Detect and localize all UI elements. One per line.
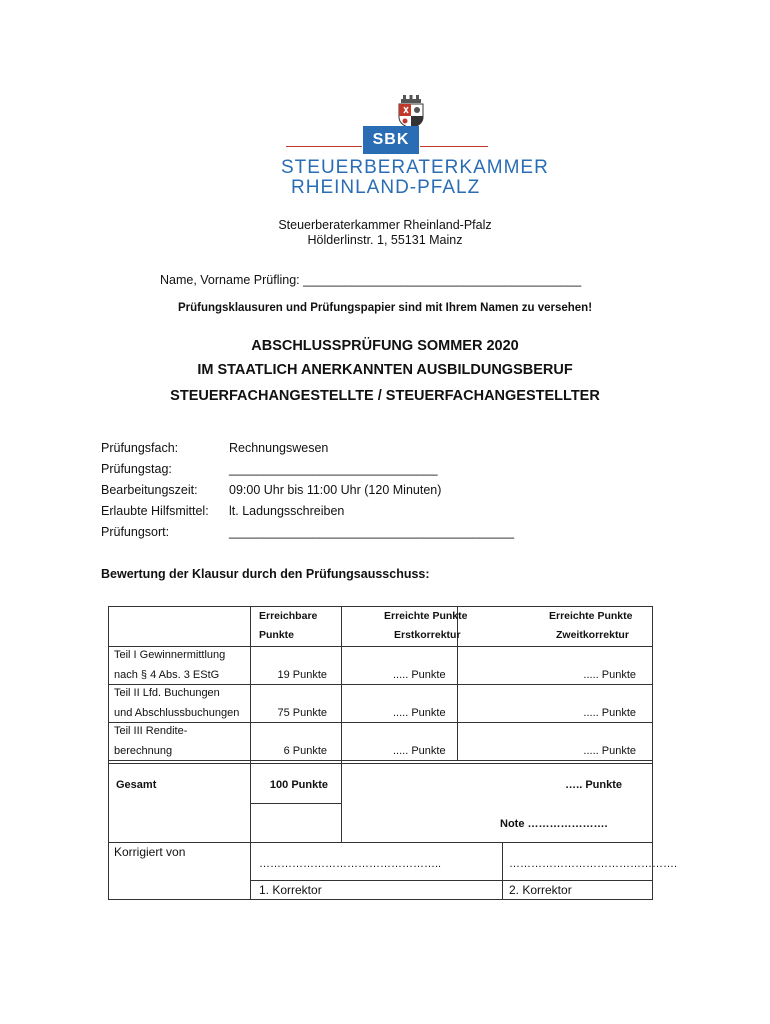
- logo-line-left: [286, 146, 362, 147]
- max-points-value: 6 Punkte: [283, 745, 327, 757]
- corrector2-label: 2. Korrektor: [509, 883, 572, 897]
- first-points-cell: [342, 647, 458, 685]
- corrector2-cell: [503, 881, 653, 900]
- second-points-cell: [458, 685, 653, 723]
- address-line2: Hölderlinstr. 1, 55131 Mainz: [307, 233, 463, 247]
- second-points-value: ..... Punkte: [583, 707, 636, 719]
- header-first-line2: Erstkorrektur: [394, 629, 461, 641]
- first-points-value: ..... Punkte: [393, 745, 446, 757]
- grading-table: [108, 606, 678, 900]
- total-label: Gesamt: [116, 779, 157, 791]
- part-label-line2: und Abschlussbuchungen: [114, 707, 240, 719]
- logo-abbreviation: SBK: [363, 126, 419, 154]
- first-points-cell: [342, 685, 458, 723]
- candidate-name-field: Name, Vorname Prüfling: ________________________________________: [160, 273, 582, 287]
- first-points-value: ..... Punkte: [393, 669, 446, 681]
- part-label-line2: nach § 4 Abs. 3 EStG: [114, 669, 220, 681]
- info-value-date: ______________________________: [229, 462, 438, 476]
- address-line1: Steuerberaterkammer Rheinland-Pfalz: [278, 218, 492, 232]
- second-points-value: ..... Punkte: [583, 669, 636, 681]
- rating-heading: Bewertung der Klausur durch den Prüfungsausschuss:: [101, 567, 430, 581]
- part-label-cell: [109, 685, 251, 723]
- first-points-cell: [342, 723, 458, 761]
- logo-org-line1: STEUERBERATERKAMMER: [281, 157, 549, 178]
- max-points-cell: [251, 647, 342, 685]
- total-result-value: ….. Punkte: [565, 779, 622, 791]
- info-label-date: Prüfungstag:: [101, 462, 172, 476]
- part-label-cell: [109, 647, 251, 685]
- corrector1-cell: [251, 881, 503, 900]
- exam-title-line1: ABSCHLUSSPRÜFUNG SOMMER 2020: [251, 338, 519, 354]
- header-second-line1: Erreichte Punkte: [549, 610, 633, 622]
- header-first-correction: [342, 607, 468, 647]
- header-empty-cell: [109, 607, 251, 647]
- header-first-line1: Erreichte Punkte: [384, 610, 468, 622]
- part-label-line2: berechnung: [114, 745, 173, 757]
- max-points-cell: [251, 723, 342, 761]
- table-header-row: [109, 607, 653, 647]
- header-max-points-line1: Erreichbare: [259, 610, 318, 622]
- max-points-cell: [251, 685, 342, 723]
- info-label-duration: Bearbeitungszeit:: [101, 483, 198, 497]
- total-points-cell: [251, 764, 342, 804]
- corrected-by-label: Korrigiert von: [114, 845, 186, 859]
- coat-of-arms-icon: [391, 95, 431, 129]
- second-points-value: ..... Punkte: [583, 745, 636, 757]
- header-max-points: [251, 607, 342, 647]
- notice-text: Prüfungsklausuren und Prüfungspapier sind mit Ihrem Namen zu versehen!: [177, 302, 593, 314]
- second-points-cell: [458, 723, 653, 761]
- info-value-aids: lt. Ladungsschreiben: [229, 504, 345, 518]
- info-value-subject: Rechnungswesen: [229, 441, 329, 455]
- second-points-cell: [458, 647, 653, 685]
- total-label-cell: [109, 764, 251, 843]
- grade-field: Note ………………….: [500, 818, 608, 830]
- part-label-cell: [109, 723, 251, 761]
- info-value-duration: 09:00 Uhr bis 11:00 Uhr (120 Minuten): [229, 483, 442, 497]
- total-points-value: 100 Punkte: [269, 779, 328, 791]
- logo-org-line2: RHEINLAND-PFALZ: [291, 177, 481, 198]
- first-points-value: ..... Punkte: [393, 707, 446, 719]
- info-value-location: _________________________________________: [229, 525, 515, 539]
- max-points-value: 75 Punkte: [277, 707, 327, 719]
- table-row: [109, 647, 653, 685]
- signature-cell-first: [251, 843, 503, 881]
- info-label-aids: Erlaubte Hilfsmittel:: [101, 504, 209, 518]
- header-second-line2: Zweitkorrektur: [556, 629, 629, 641]
- table-row: [109, 685, 653, 723]
- signature-line-first: …………………………………………..: [259, 858, 442, 870]
- info-label-location: Prüfungsort:: [101, 525, 170, 539]
- total-row: [109, 764, 653, 804]
- exam-title-line2: IM STAATLICH ANERKANNTEN AUSBILDUNGSBERUF: [197, 362, 573, 378]
- corrector-signature-row: [109, 843, 653, 881]
- total-points-empty-cell: [251, 804, 342, 843]
- part-label-line1: Teil II Lfd. Buchungen: [114, 687, 220, 699]
- corrected-by-cell: [109, 843, 251, 900]
- total-result-cell: [342, 764, 653, 843]
- header-max-points-line2: Punkte: [259, 629, 295, 641]
- exam-title-line3: STEUERFACHANGESTELLTE / STEUERFACHANGESTELLTER: [170, 388, 600, 404]
- part-label-line1: Teil III Rendite-: [114, 725, 188, 737]
- info-label-subject: Prüfungsfach:: [101, 441, 179, 455]
- corrector1-label: 1. Korrektor: [259, 883, 322, 897]
- signature-line-second: ……………………………………….: [509, 858, 678, 870]
- max-points-value: 19 Punkte: [277, 669, 327, 681]
- table-row: [109, 723, 653, 761]
- header-second-correction: [458, 607, 653, 647]
- signature-cell-second: [503, 843, 678, 881]
- part-label-line1: Teil I Gewinnermittlung: [114, 649, 226, 661]
- logo-line-right: [420, 146, 488, 147]
